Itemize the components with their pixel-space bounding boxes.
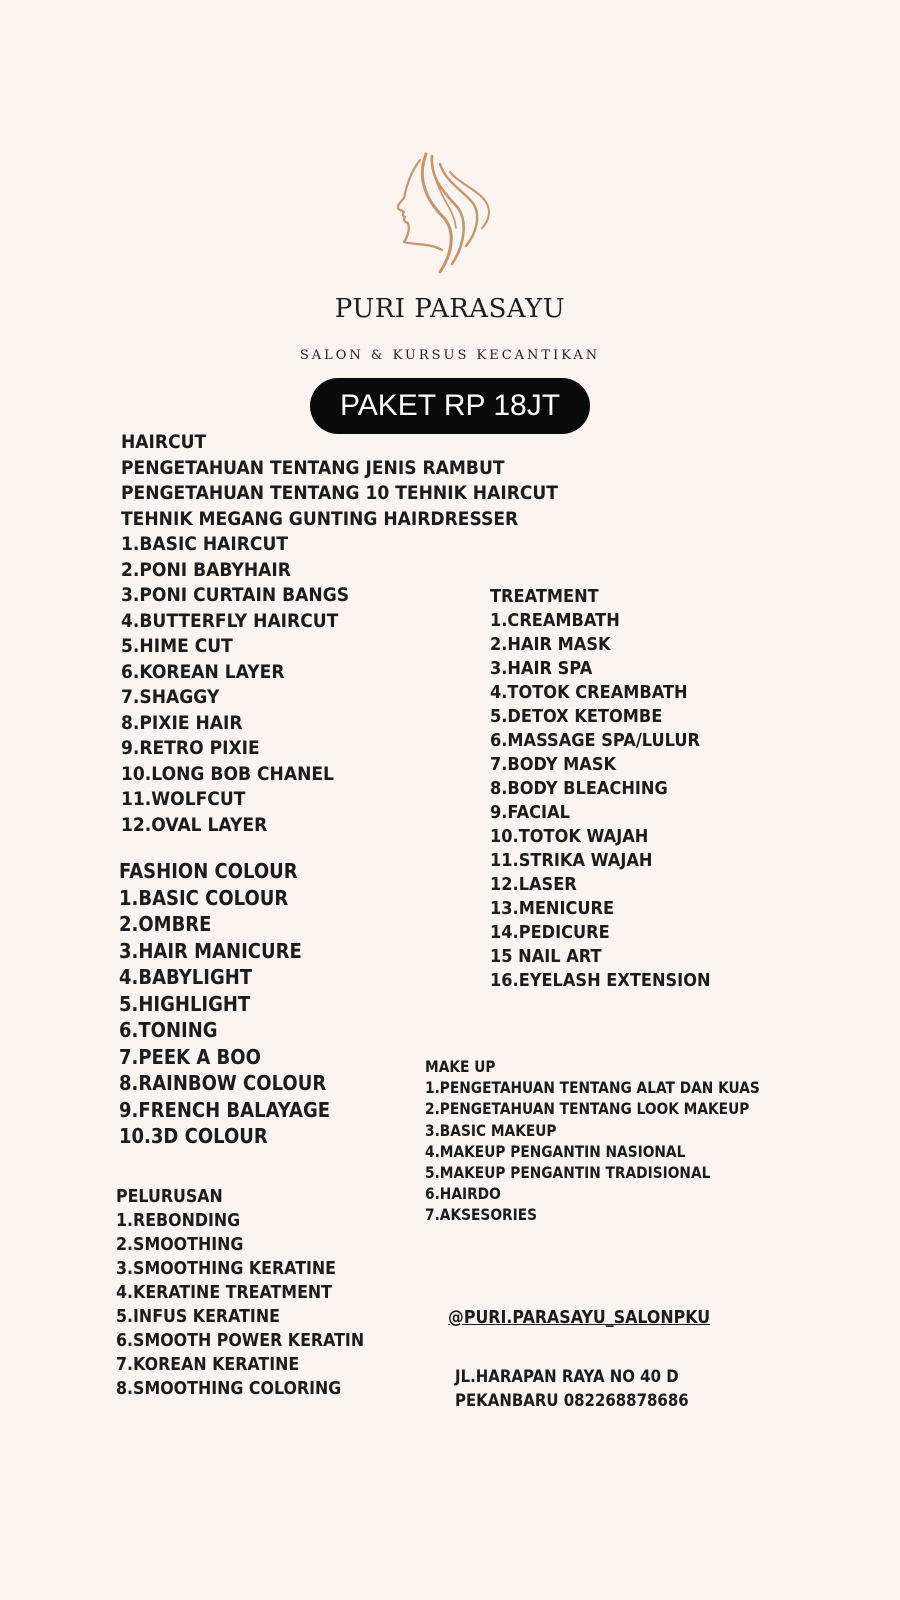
list-item: 6.SMOOTH POWER KERATIN (116, 1330, 365, 1351)
list-item: 2.HAIR MASK (490, 634, 611, 655)
list-item: 7.AKSESORIES (425, 1205, 538, 1225)
woman-profile-hair-logo (390, 150, 500, 285)
list-item: 3.BASIC MAKEUP (425, 1120, 557, 1140)
list-item: 8.RAINBOW COLOUR (119, 1071, 327, 1095)
list-item: 2.PONI BABYHAIR (121, 558, 291, 581)
list-item: 4.MAKEUP PENGANTIN NASIONAL (425, 1141, 686, 1161)
fashion-colour-section (119, 858, 330, 1150)
list-item: 1.BASIC COLOUR (119, 885, 289, 910)
list-item: PENGETAHUAN TENTANG JENIS RAMBUT (121, 456, 505, 479)
list-item: 1.PENGETAHUAN TENTANG ALAT DAN KUAS (425, 1078, 760, 1098)
list-item: 13.MENICURE (490, 898, 615, 919)
list-item: 4.TOTOK CREAMBATH (490, 682, 688, 703)
list-item: 3.SMOOTHING KERATINE (116, 1258, 336, 1279)
list-item: 3.HAIR MANICURE (119, 938, 302, 963)
list-item: 9.RETRO PIXIE (121, 737, 260, 759)
list-item: 10.LONG BOB CHANEL (121, 762, 334, 785)
list-item: 1.BASIC HAIRCUT (121, 533, 289, 555)
list-item: PENGETAHUAN TENTANG 10 TEHNIK HAIRCUT (121, 482, 558, 504)
list-item: 7.SHAGGY (121, 686, 220, 708)
list-item: 6.KOREAN LAYER (121, 660, 285, 683)
list-item: 5.MAKEUP PENGANTIN TRADISIONAL (425, 1163, 711, 1183)
pelurusan-heading: PELURUSAN (116, 1186, 223, 1207)
list-item: 5.HIGHLIGHT (119, 991, 251, 1016)
list-item: 2.SMOOTHING (116, 1234, 244, 1255)
list-item: 5.HIME CUT (121, 635, 233, 657)
list-item: 3.HAIR SPA (490, 658, 593, 679)
address-line: PEKANBARU 082268878686 (455, 1391, 689, 1411)
list-item: 10.TOTOK WAJAH (490, 826, 649, 847)
list-item: 2.PENGETAHUAN TENTANG LOOK MAKEUP (425, 1099, 750, 1119)
list-item: 16.EYELASH EXTENSION (490, 970, 711, 991)
list-item: 4.KERATINE TREATMENT (116, 1282, 332, 1303)
list-item: 7.PEEK A BOO (119, 1044, 261, 1069)
list-item: 5.DETOX KETOMBE (490, 706, 663, 727)
list-item: 12.LASER (490, 874, 577, 895)
list-item: 6.TONING (119, 1018, 218, 1042)
list-item: 3.PONI CURTAIN BANGS (121, 584, 350, 606)
list-item: 8.BODY BLEACHING (490, 778, 668, 799)
address (455, 1365, 689, 1413)
list-item: 11.WOLFCUT (121, 788, 246, 810)
fashion-colour-heading: FASHION COLOUR (119, 859, 298, 883)
list-item: 10.3D COLOUR (119, 1124, 268, 1148)
list-item: 15 NAIL ART (490, 946, 602, 967)
brand-tagline: SALON & KURSUS KECANTIKAN (299, 348, 601, 363)
list-item: 1.CREAMBATH (490, 610, 620, 631)
list-item: 7.KOREAN KERATINE (116, 1354, 300, 1375)
list-item: 4.BABYLIGHT (119, 965, 253, 989)
haircut-heading: HAIRCUT (121, 431, 207, 453)
makeup-section (425, 1056, 760, 1226)
list-item: 6.MASSAGE SPA/LULUR (490, 730, 701, 751)
treatment-heading: TREATMENT (490, 586, 599, 607)
list-item: 11.STRIKA WAJAH (490, 850, 653, 871)
makeup-heading: MAKE UP (425, 1057, 496, 1076)
brand-name: PURI PARASAYU (334, 294, 566, 324)
list-item: 8.PIXIE HAIR (121, 711, 243, 734)
list-item: 9.FACIAL (490, 802, 570, 823)
package-price-badge: PAKET RP 18JT (310, 378, 590, 434)
list-item: 4.BUTTERFLY HAIRCUT (121, 609, 339, 632)
list-item: 5.INFUS KERATINE (116, 1306, 280, 1327)
pelurusan-section (116, 1185, 364, 1401)
list-item: 8.SMOOTHING COLORING (116, 1378, 342, 1399)
list-item: 7.BODY MASK (490, 754, 617, 775)
treatment-section (490, 585, 711, 993)
list-item: 1.REBONDING (116, 1210, 241, 1231)
address-line: JL.HARAPAN RAYA NO 40 D (455, 1367, 679, 1387)
list-item: 9.FRENCH BALAYAGE (119, 1097, 331, 1122)
list-item: 12.OVAL LAYER (121, 813, 268, 836)
list-item: 14.PEDICURE (490, 922, 610, 943)
list-item: TEHNIK MEGANG GUNTING HAIRDRESSER (121, 507, 519, 530)
list-item: 2.OMBRE (119, 912, 212, 936)
list-item: 6.HAIRDO (425, 1184, 501, 1204)
instagram-handle: @PURI.PARASAYU_SALONPKU (448, 1307, 711, 1328)
